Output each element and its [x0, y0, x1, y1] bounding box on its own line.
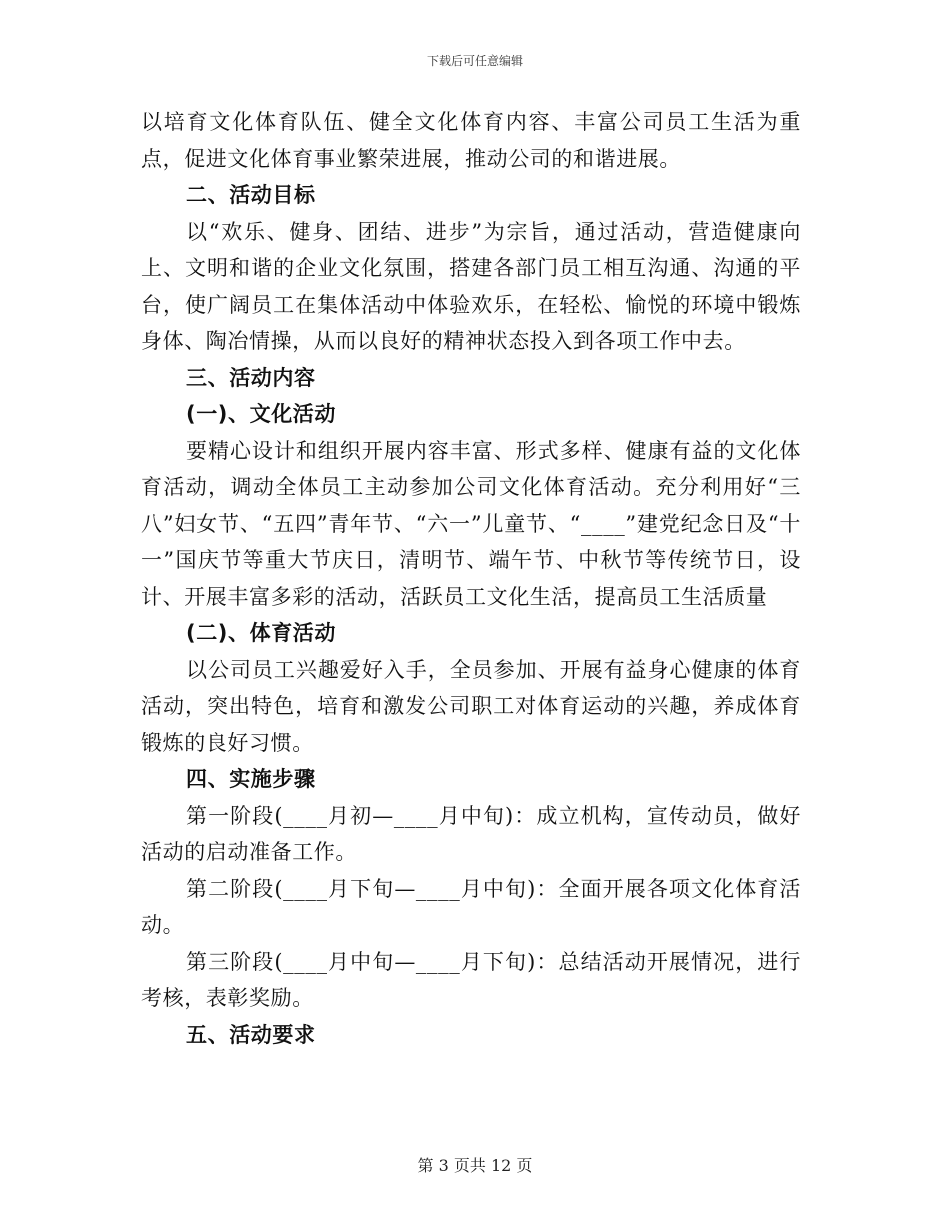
- section-heading-goals: 二、活动目标: [186, 183, 316, 207]
- section-heading-content: 三、活动内容: [186, 365, 316, 390]
- subsection-heading-culture: (一)、文化活动: [186, 402, 336, 426]
- section-heading-requirements: 五、活动要求: [186, 1022, 316, 1047]
- page-header-note: 下载后可任意编辑: [426, 54, 523, 68]
- paragraph-sports: 以公司员工兴趣爱好入手，全员参加、开展有益身心健康的体育活动，突出特色，培育和激发公司职工对体育运动的兴趣，养成体育锻炼的良好习惯。: [141, 657, 801, 755]
- document-body: [141, 104, 801, 1053]
- paragraph-step-1: 第一阶段(____月初—____月中旬)：成立机构，宣传动员，做好活动的启动准备工作。: [141, 803, 801, 864]
- paragraph-step-3: 第三阶段(____月中旬—____月下旬)：总结活动开展情况，进行考核，表彰奖励。: [141, 949, 801, 1010]
- paragraph-goals: 以“欢乐、健身、团结、进步”为宗旨，通过活动，营造健康向上、文明和谐的企业文化氛围，搭建各部门员工相互沟通、沟通的平台，使广阔员工在集体活动中体验欢乐，在轻松、愉悦的环境中锻炼身体、陶冶情操，从而以良好的精神状态投入到各项工作中去。: [141, 219, 801, 353]
- paragraph-intro: 以培育文化体育队伍、健全文化体育内容、丰富公司员工生活为重点，促进文化体育事业繁荣进展，推动公司的和谐进展。: [141, 110, 801, 171]
- paragraph-culture: 要精心设计和组织开展内容丰富、形式多样、健康有益的文化体育活动，调动全体员工主动参加公司文化体育活动。充分利用好“三八”妇女节、“五四”青年节、“六一”儿童节、“____”建党纪念日及“十一”国庆节等重大节庆日，清明节、端午节、中秋节等传统节日，设计、开展丰富多彩的活动，活跃员工文化生活，提高员工生活质量: [141, 438, 801, 609]
- paragraph-step-2: 第二阶段(____月下旬—____月中旬)：全面开展各项文化体育活动。: [141, 876, 801, 937]
- page-footer-number: 第 3 页共 12 页: [417, 1156, 533, 1175]
- section-heading-steps: 四、实施步骤: [186, 767, 316, 791]
- subsection-heading-sports: (二)、体育活动: [186, 621, 336, 645]
